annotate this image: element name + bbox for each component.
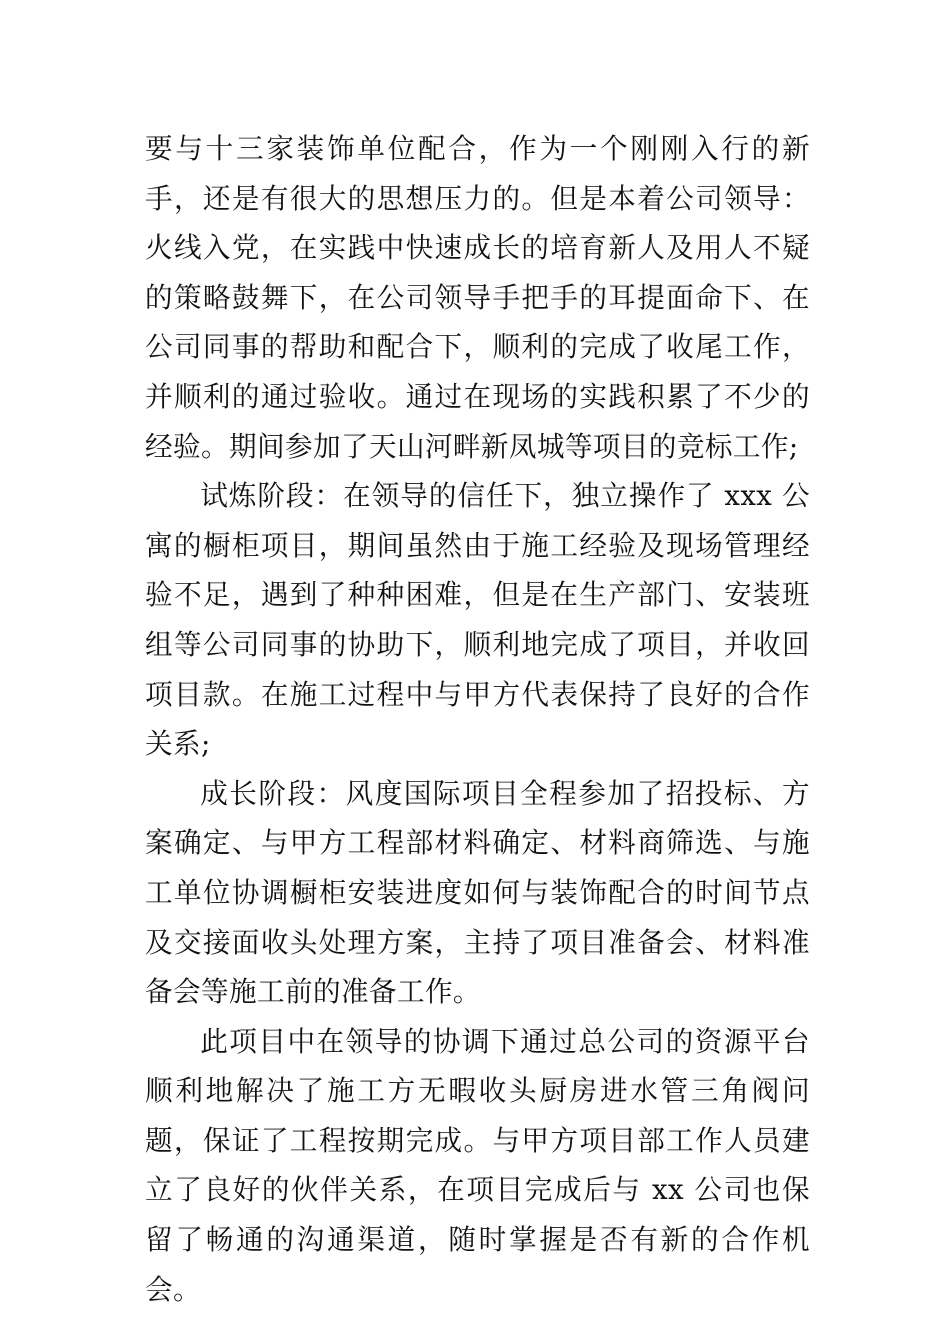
document-body xyxy=(145,124,810,1314)
paragraph-trial-stage: 试炼阶段：在领导的信任下，独立操作了 xxx 公寓的橱柜项目，期间虽然由于施工经验及现场管理经验不足，遇到了种种困难，但是在生产部门、安装班组等公司同事的协助下，顺利地完成了项目，并收回项目款。在施工过程中与甲方代表保持了良好的合作关系; xyxy=(145,479,810,761)
paragraph-growth-stage: 成长阶段：风度国际项目全程参加了招投标、方案确定、与甲方工程部材料确定、材料商筛选、与施工单位协调橱柜安装进度如何与装饰配合的时间节点及交接面收头处理方案，主持了项目准备会、材料准备会等施工前的准备工作。 xyxy=(145,776,810,1009)
paragraph-project-summary: 此项目中在领导的协调下通过总公司的资源平台顺利地解决了施工方无暇收头厨房进水管三角阀问题，保证了工程按期完成。与甲方项目部工作人员建立了良好的伙伴关系，在项目完成后与 xx 公司也保留了畅通的沟通渠道，随时掌握是否有新的合作机会。 xyxy=(145,1024,810,1306)
paragraph-continued-text: 要与十三家装饰单位配合，作为一个刚刚入行的新手，还是有很大的思想压力的。但是本着公司领导：火线入党，在实践中快速成长的培育新人及用人不疑的策略鼓舞下，在公司领导手把手的耳提面命下、在公司同事的帮助和配合下，顺利的完成了收尾工作，并顺利的通过验收。通过在现场的实践积累了不少的经验。期间参加了天山河畔新凤城等项目的竞标工作; xyxy=(145,132,810,463)
